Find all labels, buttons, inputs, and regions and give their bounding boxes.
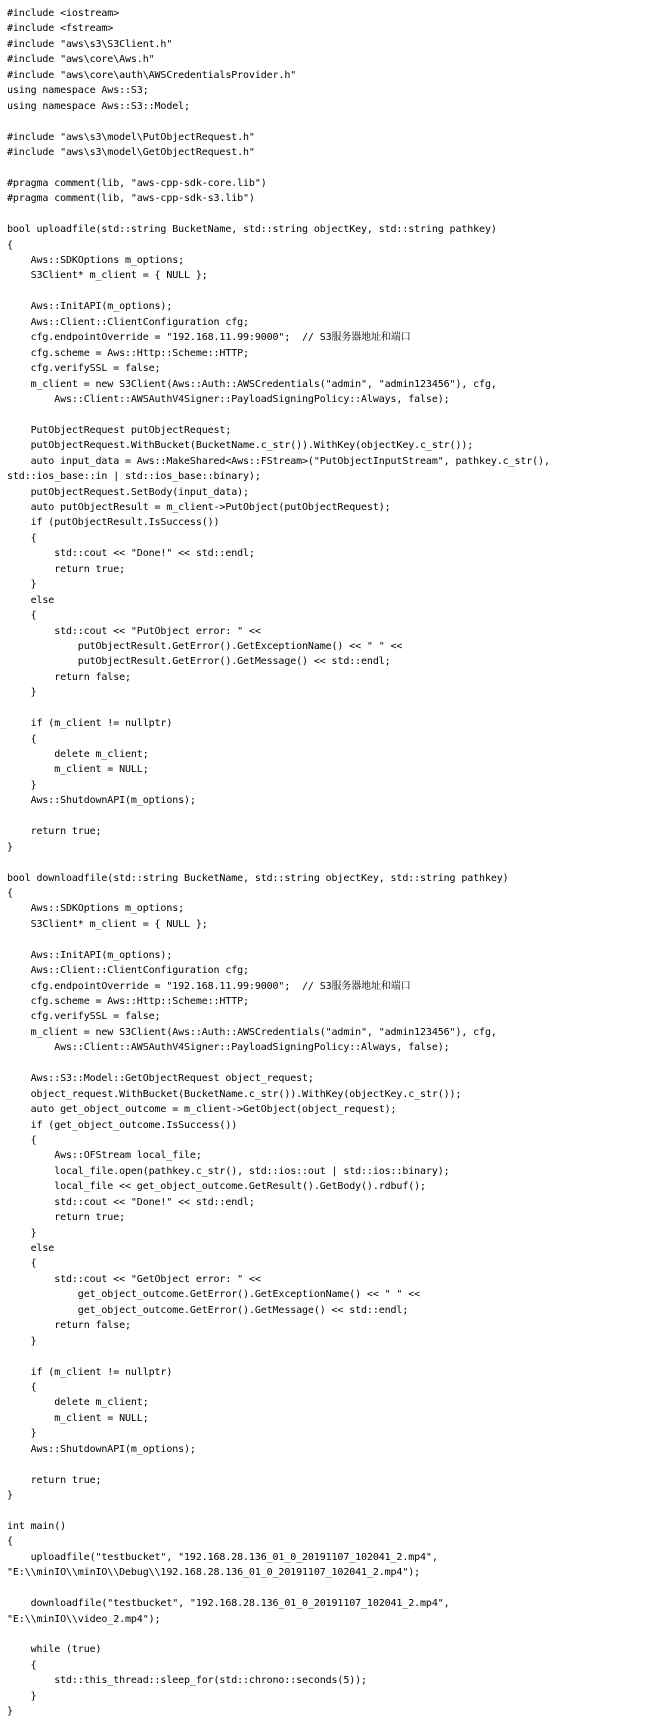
code-line: Aws::SDKOptions m_options; (7, 903, 185, 915)
code-line (7, 855, 646, 870)
code-line: return true; (7, 563, 126, 575)
code-line: Aws::InitAPI(m_options); (7, 949, 173, 961)
code-line: local_file.open(pathkey.c_str(), std::ios::out | std::ios::binary); (7, 1165, 450, 1177)
code-line: { (7, 1381, 37, 1393)
code-line: } (7, 779, 37, 791)
code-line: bool downloadfile(std::string BucketName, std::string objectKey, std::string pathkey) (7, 872, 509, 884)
code-line: #include "aws\core\auth\AWSCredentialsProvider.h" (7, 69, 297, 81)
code-line: bool uploadfile(std::string BucketName, std::string objectKey, std::string pathkey) (7, 224, 497, 236)
code-line: "E:\\minIO\\minIO\\Debug\\192.168.28.136_01_0_20191107_102041_2.mp4"); (7, 1567, 421, 1579)
code-line (7, 207, 646, 222)
code-line: uploadfile("testbucket", "192.168.28.136_01_0_20191107_102041_2.mp4", (7, 1551, 438, 1563)
code-line (7, 701, 646, 716)
code-line: } (7, 1706, 13, 1718)
code-line (7, 114, 646, 129)
code-line: { (7, 887, 13, 899)
code-line: using namespace Aws::S3; (7, 85, 149, 97)
code-line: #include <fstream> (7, 23, 114, 35)
code-line: { (7, 610, 37, 622)
code-line (7, 1503, 646, 1518)
code-line: { (7, 733, 37, 745)
code-line: std::ios_base::in | std::ios_base::binary); (7, 471, 261, 483)
code-line: cfg.endpointOverride = "192.168.11.99:9000"; // S3服务器地址和端口 (7, 332, 411, 344)
code-line: putObjectRequest.WithBucket(BucketName.c_str()).WithKey(objectKey.c_str()); (7, 440, 474, 452)
code-line: auto putObjectResult = m_client->PutObject(putObjectRequest); (7, 502, 391, 513)
code-line: cfg.scheme = Aws::Http::Scheme::HTTP; (7, 347, 249, 359)
code-line (7, 1627, 646, 1642)
code-line (7, 932, 646, 947)
code-line: #include "aws\s3\model\PutObjectRequest.h" (7, 131, 255, 143)
code-line: m_client = new S3Client(Aws::Auth::AWSCredentials("admin", "admin123456"), cfg, (7, 1026, 497, 1038)
code-line: while (true) (7, 1644, 102, 1656)
code-line: #pragma comment(lib, "aws-cpp-sdk-s3.lib") (7, 193, 255, 205)
code-line: putObjectResult.GetError().GetExceptionName() << " " << (7, 640, 403, 652)
code-line: cfg.scheme = Aws::Http::Scheme::HTTP; (7, 996, 249, 1007)
code-line: std::this_thread::sleep_for(std::chrono::seconds(5)); (7, 1675, 367, 1687)
code-line: if (m_client != nullptr) (7, 1366, 173, 1378)
code-line: #include <iostream> (7, 8, 120, 19)
code-line: std::cout << "GetObject error: " << (7, 1273, 261, 1285)
code-line: delete m_client; (7, 1397, 149, 1409)
code-line: using namespace Aws::S3::Model; (7, 100, 190, 112)
code-line: else (7, 594, 55, 606)
code-line: Aws::Client::ClientConfiguration cfg; (7, 316, 249, 328)
code-line (7, 407, 646, 422)
code-line: { (7, 1134, 37, 1146)
code-line: downloadfile("testbucket", "192.168.28.136_01_0_20191107_102041_2.mp4", (7, 1598, 450, 1610)
code-line: #include "aws\s3\model\GetObjectRequest.h" (7, 146, 255, 158)
code-line: Aws::SDKOptions m_options; (7, 255, 185, 266)
code-line: putObjectRequest.SetBody(input_data); (7, 486, 249, 498)
code-line: { (7, 1536, 13, 1548)
code-line: } (7, 1227, 37, 1239)
code-line: } (7, 841, 13, 853)
code-line (7, 1581, 646, 1596)
code-line (7, 160, 646, 175)
code-line: std::cout << "Done!" << std::endl; (7, 548, 255, 560)
code-line (7, 284, 646, 299)
code-line: } (7, 1690, 37, 1702)
code-line: Aws::ShutdownAPI(m_options); (7, 1443, 196, 1455)
code-line: local_file << get_object_outcome.GetResult().GetBody().rdbuf(); (7, 1181, 426, 1193)
code-line: auto get_object_outcome = m_client->GetObject(object_request); (7, 1104, 397, 1116)
code-line: object_request.WithBucket(BucketName.c_str()).WithKey(objectKey.c_str()); (7, 1088, 462, 1100)
code-line: } (7, 579, 37, 591)
code-line: return true; (7, 826, 102, 838)
code-line: Aws::Client::AWSAuthV4Signer::PayloadSigningPolicy::Always, false); (7, 1042, 450, 1054)
code-line: return true; (7, 1212, 126, 1224)
code-line: #include "aws\s3\S3Client.h" (7, 38, 173, 50)
code-line: { (7, 1258, 37, 1270)
code-line: return true; (7, 1474, 102, 1486)
code-line: #include "aws\core\Aws.h" (7, 54, 155, 66)
code-line: if (m_client != nullptr) (7, 718, 173, 730)
code-line: cfg.verifySSL = false; (7, 1011, 161, 1023)
code-line: S3Client* m_client = { NULL }; (7, 270, 208, 282)
code-line: #pragma comment(lib, "aws-cpp-sdk-core.lib") (7, 177, 267, 189)
code-line: Aws::ShutdownAPI(m_options); (7, 795, 196, 807)
code-line: } (7, 1428, 37, 1440)
code-line: { (7, 1659, 37, 1671)
code-line: "E:\\minIO\\video_2.mp4"); (7, 1613, 161, 1625)
code-line: putObjectResult.GetError().GetMessage() << std::endl; (7, 656, 391, 668)
code-line (7, 1457, 646, 1472)
code-line: if (get_object_outcome.IsSuccess()) (7, 1119, 238, 1131)
code-line: m_client = NULL; (7, 1412, 149, 1424)
code-line: else (7, 1243, 55, 1254)
code-line: std::cout << "PutObject error: " << (7, 625, 261, 637)
code-line (7, 809, 646, 824)
code-line: Aws::InitAPI(m_options); (7, 301, 173, 313)
code-line: get_object_outcome.GetError().GetMessage() << std::endl; (7, 1304, 409, 1316)
code-line: cfg.endpointOverride = "192.168.11.99:9000"; // S3服务器地址和端口 (7, 980, 411, 992)
code-line: m_client = NULL; (7, 764, 149, 776)
code-line: PutObjectRequest putObjectRequest; (7, 424, 232, 436)
code-line (7, 1349, 646, 1364)
code-line: S3Client* m_client = { NULL }; (7, 918, 208, 930)
code-line: } (7, 1490, 13, 1501)
code-line: get_object_outcome.GetError().GetExceptionName() << " " << (7, 1289, 421, 1301)
code-line: int main() (7, 1520, 67, 1532)
code-line: std::cout << "Done!" << std::endl; (7, 1196, 255, 1208)
code-line: delete m_client; (7, 749, 149, 760)
code-line (7, 1056, 646, 1071)
code-line: m_client = new S3Client(Aws::Auth::AWSCredentials("admin", "admin123456"), cfg, (7, 378, 497, 390)
code-line: return false; (7, 1320, 131, 1332)
code-line: Aws::Client::AWSAuthV4Signer::PayloadSigningPolicy::Always, false); (7, 393, 450, 405)
code-line: return false; (7, 671, 131, 683)
code-line: { (7, 239, 13, 251)
code-line: Aws::Client::ClientConfiguration cfg; (7, 965, 249, 977)
code-line: Aws::OFStream local_file; (7, 1150, 202, 1162)
code-line: auto input_data = Aws::MakeShared<Aws::FStream>("PutObjectInputStream", pathkey.c_str(), (7, 455, 550, 467)
code-line: } (7, 687, 37, 699)
code-line: Aws::S3::Model::GetObjectRequest object_request; (7, 1073, 314, 1085)
code-line: cfg.verifySSL = false; (7, 363, 161, 375)
code-line: if (putObjectResult.IsSuccess()) (7, 517, 220, 529)
code-line: } (7, 1335, 37, 1347)
code-line: { (7, 532, 37, 544)
